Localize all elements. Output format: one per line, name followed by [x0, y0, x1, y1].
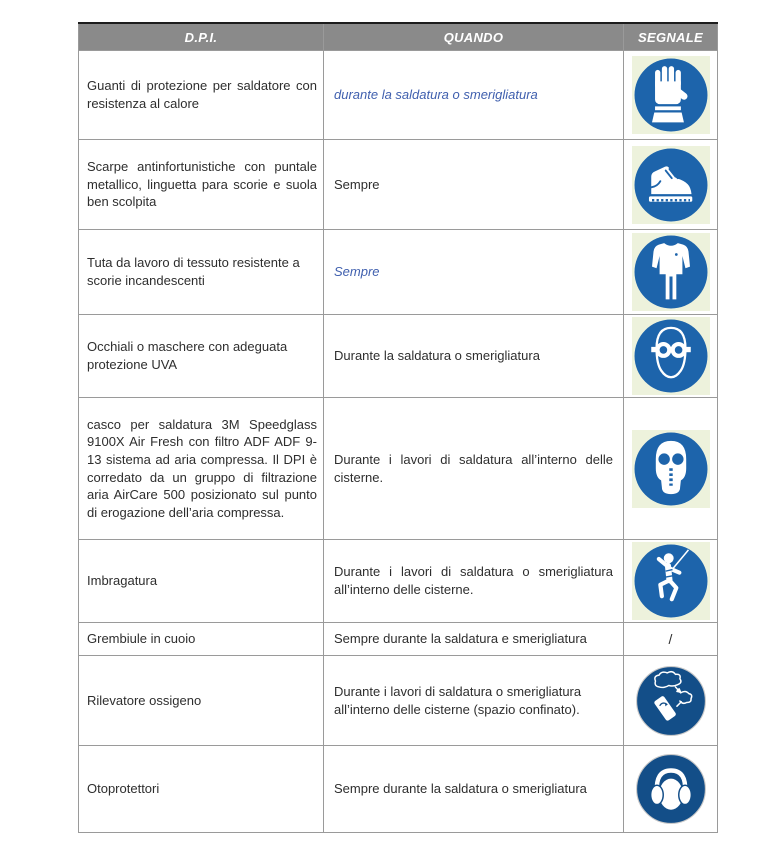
- dpi-table: [78, 22, 718, 833]
- quando-cell: Durante i lavori di saldatura o smerigliatura all’interno delle cisterne (spazio confinato).: [324, 656, 624, 746]
- dpi-cell: Scarpe antinfortunistiche con puntale metallico, linguetta para scorie e suola ben scolpita: [79, 140, 324, 230]
- quando-cell: Durante la saldatura o smerigliatura: [324, 315, 624, 398]
- quando-cell: Durante i lavori di saldatura all’interno delle cisterne.: [324, 398, 624, 540]
- protective-gloves-icon: [632, 56, 710, 134]
- eye-protection-icon: [632, 317, 710, 395]
- ear-protection-icon: [632, 750, 710, 828]
- quando-cell: durante la saldatura o smerigliatura: [324, 51, 624, 140]
- gas-detector-icon: [632, 662, 710, 740]
- table-row: [79, 315, 718, 398]
- dpi-cell: Occhiali o maschere con adeguata protezione UVA: [79, 315, 324, 398]
- table-row: [79, 746, 718, 833]
- dpi-cell: Grembiule in cuoio: [79, 623, 324, 656]
- slash-mark: /: [668, 630, 673, 647]
- segnale-cell: [624, 746, 718, 833]
- quando-cell: Sempre durante la saldatura e smerigliatura: [324, 623, 624, 656]
- quando-cell: Sempre durante la saldatura o smerigliatura: [324, 746, 624, 833]
- respirator-mask-icon: [632, 430, 710, 508]
- safety-boots-icon: [632, 146, 710, 224]
- table-row: [79, 51, 718, 140]
- table-row: [79, 656, 718, 746]
- segnale-cell: [624, 656, 718, 746]
- quando-cell: Sempre: [324, 230, 624, 315]
- table-row: [79, 398, 718, 540]
- segnale-cell: [624, 398, 718, 540]
- table-row: [79, 540, 718, 623]
- segnale-cell: [624, 51, 718, 140]
- quando-cell: Sempre: [324, 140, 624, 230]
- segnale-cell: [624, 140, 718, 230]
- header-quando: QUANDO: [324, 23, 624, 51]
- table-row: [79, 623, 718, 656]
- header-row: [79, 23, 718, 51]
- dpi-cell: Imbragatura: [79, 540, 324, 623]
- dpi-cell: Tuta da lavoro di tessuto resistente a scorie incandescenti: [79, 230, 324, 315]
- table-row: [79, 140, 718, 230]
- dpi-table-container: [78, 22, 718, 833]
- dpi-cell: Otoprotettori: [79, 746, 324, 833]
- dpi-cell: Rilevatore ossigeno: [79, 656, 324, 746]
- segnale-cell: [624, 623, 718, 656]
- segnale-cell: [624, 540, 718, 623]
- dpi-cell: casco per saldatura 3M Speedglass 9100X Air Fresh con filtro ADF ADF 9-13 sistema ad aria compressa. Il DPI è corredato da un gruppo di filtrazione aria AirCare 500 posizionato sul punto di erogazione dell’aria compressa.: [79, 398, 324, 540]
- header-segnale: SEGNALE: [624, 23, 718, 51]
- segnale-cell: [624, 230, 718, 315]
- header-dpi: D.P.I.: [79, 23, 324, 51]
- protective-clothing-icon: [632, 233, 710, 311]
- quando-cell: Durante i lavori di saldatura o smerigliatura all’interno delle cisterne.: [324, 540, 624, 623]
- table-row: [79, 230, 718, 315]
- safety-harness-icon: [632, 542, 710, 620]
- segnale-cell: [624, 315, 718, 398]
- dpi-cell: Guanti di protezione per saldatore con resistenza al calore: [79, 51, 324, 140]
